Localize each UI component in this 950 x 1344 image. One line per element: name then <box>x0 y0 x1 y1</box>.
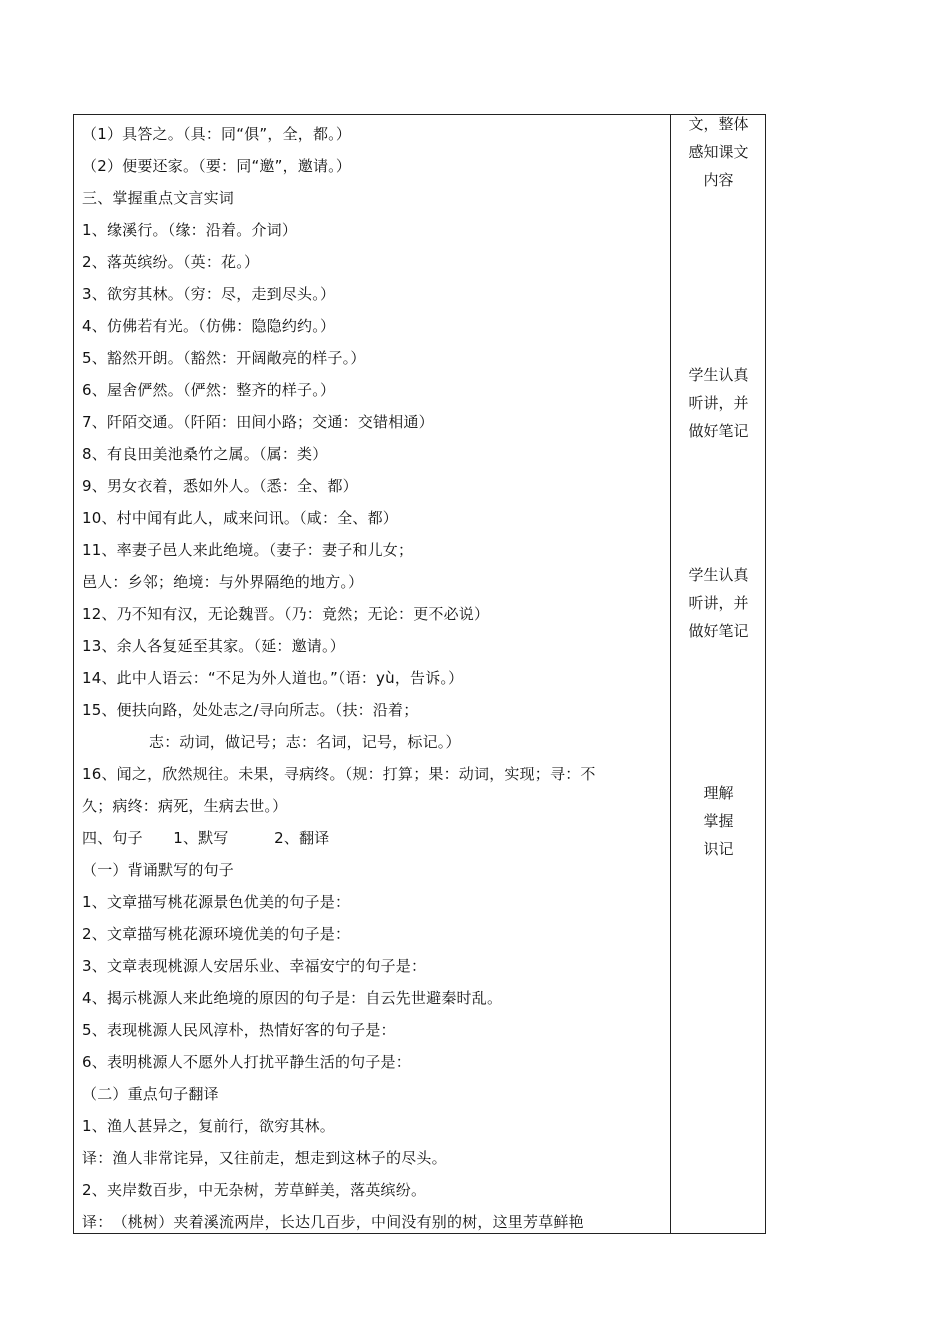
text-line: 14、此中人语云：“不足为外人道也。”（语：yù，告诉。） <box>82 669 464 687</box>
text-line: 2、落英缤纷。（英：花。） <box>82 253 260 271</box>
text-line: 译： （桃树）夹着溪流两岸，长达几百步，中间没有别的树，这里芳草鲜艳 <box>82 1213 584 1231</box>
text-line: 5、表现桃源人民风淳朴，热情好客的句子是： <box>82 1021 396 1039</box>
text-line: 1、渔人甚异之，复前行，欲穷其林。 <box>82 1117 335 1135</box>
text-line: 15、便扶向路，处处志之/寻向所志。（扶：沿着； <box>82 701 419 719</box>
text-line: 2、文章描写桃花源环境优美的句子是： <box>82 925 351 943</box>
text-line: 7、阡陌交通。（阡陌：田间小路；交通：交错相通） <box>82 413 434 431</box>
text-line: 久；病终：病死，生病去世。） <box>82 797 288 815</box>
text-line: 4、仿佛若有光。（仿佛：隐隐约约。） <box>82 317 336 335</box>
text-line: 志：动词，做记号；志：名词，记号，标记。） <box>149 733 461 751</box>
text-line: 6、屋舍俨然。（俨然：整齐的样子。） <box>82 381 336 399</box>
text-line: 1、缘溪行。（缘：沿着。介词） <box>82 221 298 239</box>
text-line: 4、揭示桃源人来此绝境的原因的句子是：自云先世避秦时乱。 <box>82 989 503 1007</box>
text-line: 译：渔人非常诧异，又往前走，想走到这林子的尽头。 <box>82 1149 447 1167</box>
section-heading: 三、掌握重点文言实词 <box>82 189 235 207</box>
text-line: 10、村中闻有此人，咸来问讯。（咸：全、都） <box>82 509 398 527</box>
text-line: （2）便要还家。（要：同“邀”，邀请。） <box>82 157 352 175</box>
text-line: （1）具答之。（具：同“俱”，全，都。） <box>82 125 352 143</box>
text-line: 9、男女衣着，悉如外人。（悉：全、都） <box>82 477 358 495</box>
activity-note-listen-2: 学生认真 听讲，并 做好笔记 <box>688 566 749 640</box>
activity-note-memorize: 理解 掌握 识记 <box>703 784 734 858</box>
subsection-heading: （二）重点句子翻译 <box>82 1085 219 1103</box>
column-divider <box>670 114 671 1234</box>
text-line: 邑人：乡邻；绝境：与外界隔绝的地方。） <box>82 573 364 591</box>
text-line: 12、乃不知有汉，无论魏晋。（乃：竟然；无论：更不必说） <box>82 605 490 623</box>
subsection-heading: （一）背诵默写的句子 <box>82 861 235 879</box>
text-line: 8、有良田美池桑竹之属。（属：类） <box>82 445 328 463</box>
text-line: 13、余人各复延至其家。（延：邀请。） <box>82 637 345 655</box>
text-line: 16、闻之，欣然规往。未果，寻病终。（规：打算；果：动词，实现；寻：不 <box>82 765 596 783</box>
activity-note-overview: 文，整体 感知课文 内容 <box>688 115 749 189</box>
text-line: 5、豁然开朗。（豁然：开阔敞亮的样子。） <box>82 349 366 367</box>
activity-note-listen: 学生认真 听讲，并 做好笔记 <box>688 366 749 440</box>
text-line: 6、表明桃源人不愿外人打扰平静生活的句子是： <box>82 1053 411 1071</box>
text-line: 3、文章表现桃源人安居乐业、幸福安宁的句子是： <box>82 957 427 975</box>
text-line: 2、夹岸数百步，中无杂树，芳草鲜美，落英缤纷。 <box>82 1181 427 1199</box>
text-line: 1、文章描写桃花源景色优美的句子是： <box>82 893 351 911</box>
section-heading: 四、句子 1、默写 2、翻译 <box>82 829 330 847</box>
text-line: 11、率妻子邑人来此绝境。（妻子：妻子和儿女； <box>82 541 414 559</box>
text-line: 3、欲穷其林。（穷：尽，走到尽头。） <box>82 285 336 303</box>
